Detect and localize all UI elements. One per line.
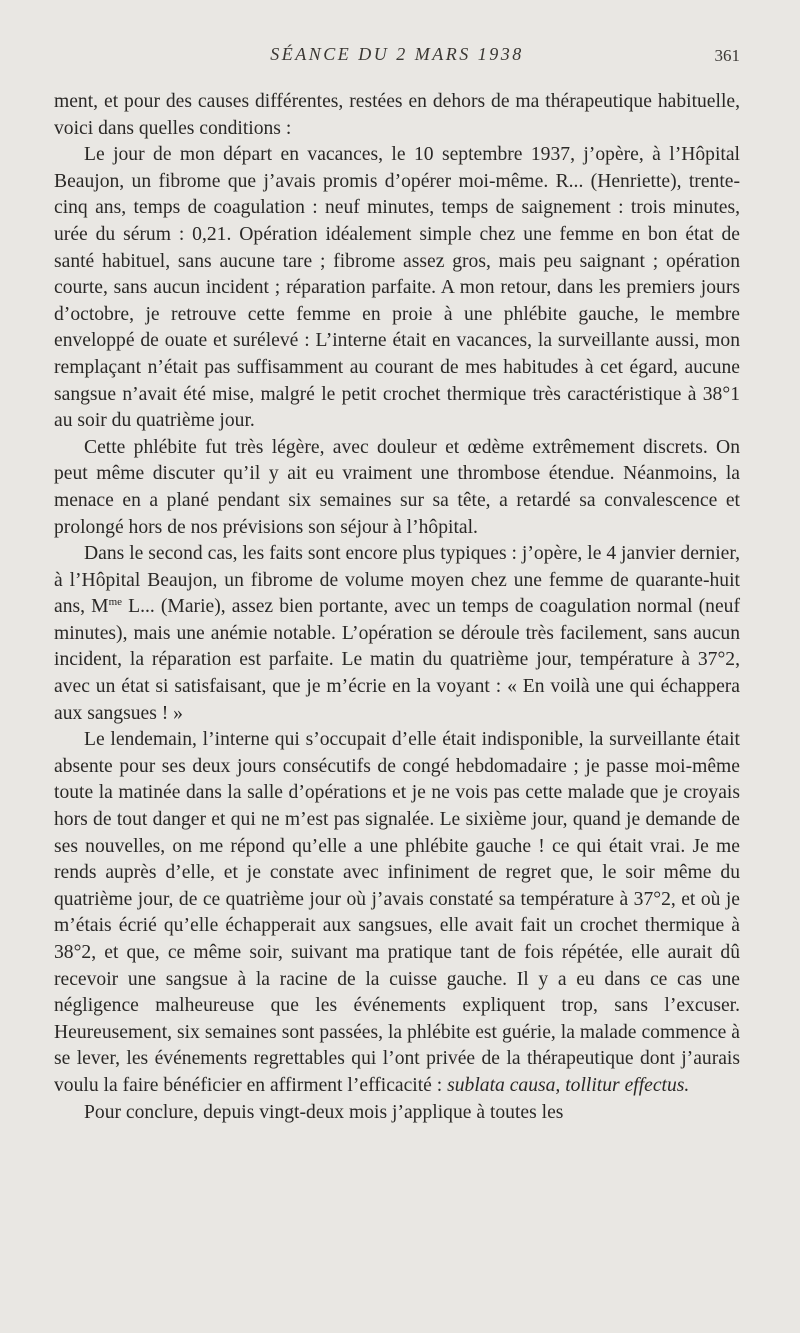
page-header: [54, 44, 740, 70]
running-title: SÉANCE DU 2 MARS 1938: [270, 44, 524, 64]
paragraph-4-text-b: L... (Marie), assez bien portante, avec un temps de coagulation normal (neuf minutes), mais une anémie notable. L’opération se déroule très facilement, sans aucun incident, la réparation est parfaite. Le matin du quatrième jour, température à 37°2, avec un état si satisfaisant, que je m’écrie en la voyant : « En voilà une qui échappera aux sangsues ! »: [54, 596, 740, 724]
paragraph-4-text-a: Dans le second cas, les faits sont encore plus typiques : j’opère, le 4 janvier dernier, à l’Hôpital Beaujon, un fibrome de volume moyen chez une femme de quarante-huit ans, M: [54, 543, 740, 618]
paragraph-2: Le jour de mon départ en vacances, le 10 septembre 1937, j’opère, à l’Hôpital Beaujon, un fibrome que j’avais promis d’opérer moi-même. R... (Henriette), trente-cinq ans, temps de coagulation : neuf minutes, temps de saignement : trois minutes, urée du sérum : 0,21. Opération idéalement simple chez une femme en bon état de santé habituel, sans aucune tare ; fibrome assez gros, mais peu saignant ; opération courte, sans aucun incident ; réparation parfaite. A mon retour, dans les premiers jours d’octobre, je retrouve cette femme en proie à une phlébite gauche, le membre enveloppé de ouate et surélevé : L’interne était en vacances, la surveillante aussi, mon remplaçant n’était pas suffisamment au courant de mes habitudes à cet égard, aucune sangsue n’avait été mise, malgré le petit crochet thermique très caractéristique à 38°1 au soir du quatrième jour.: [54, 144, 740, 432]
paragraph-1: ment, et pour des causes différentes, restées en dehors de ma thérapeutique habituelle, voici dans quelles conditions :: [54, 91, 740, 139]
page-number: 361: [714, 46, 740, 65]
paragraph-6: Pour conclure, depuis vingt-deux mois j’applique à toutes les: [84, 1101, 564, 1123]
latin-phrase: sublata causa, tollitur effectus.: [447, 1074, 690, 1096]
paragraph-5: [54, 727, 740, 1099]
paragraph-5-text: Le lendemain, l’interne qui s’occupait d’elle était indisponible, la surveillante était absente pour ses deux jours consécutifs de congé hebdomadaire ; je passe moi-même toute la matinée dans la salle d’opérations et je ne vois pas cette malade que je croyais hors de tout danger et qui ne m’est pas signalée. Le sixième jour, quand je demande de ses nouvelles, on me répond qu’elle a une phlébite gauche ! ce qui était vrai. Je me rends auprès d’elle, et je constate avec infiniment de regret que, le soir même du quatrième jour, de ce quatrième jour où j’avais constaté sa température à 37°2, et où je m’étais écrié qu’elle échapperait aux sangsues, elle avait fait un crochet thermique à 38°2, et que, ce même soir, suivant ma pratique tant de fois répétée, elle aurait dû recevoir une sangsue à la racine de la cuisse gauche. Il y a eu dans ce cas une négligence malheureuse que les événements expliquent trop, sans l’excuser. Heureusement, six semaines sont passées, la phlébite est guérie, la malade commence à se lever, les événements regrettables qui l’ont privée de la thérapeutique dont j’aurais voulu la faire bénéficier en affirment l’efficacité :: [54, 729, 740, 1096]
paragraph-3: Cette phlébite fut très légère, avec douleur et œdème extrêmement discrets. On peut même discuter qu’il y ait eu vraiment une thrombose étendue. Néanmoins, la menace en a plané pendant six semaines sur sa tête, a retardé sa convalescence et prolongé hors de nos prévisions son séjour à l’hôpital.: [54, 436, 740, 538]
paragraph-4: [54, 541, 740, 727]
superscript-me: me: [108, 596, 123, 609]
body-text: [54, 89, 740, 1126]
